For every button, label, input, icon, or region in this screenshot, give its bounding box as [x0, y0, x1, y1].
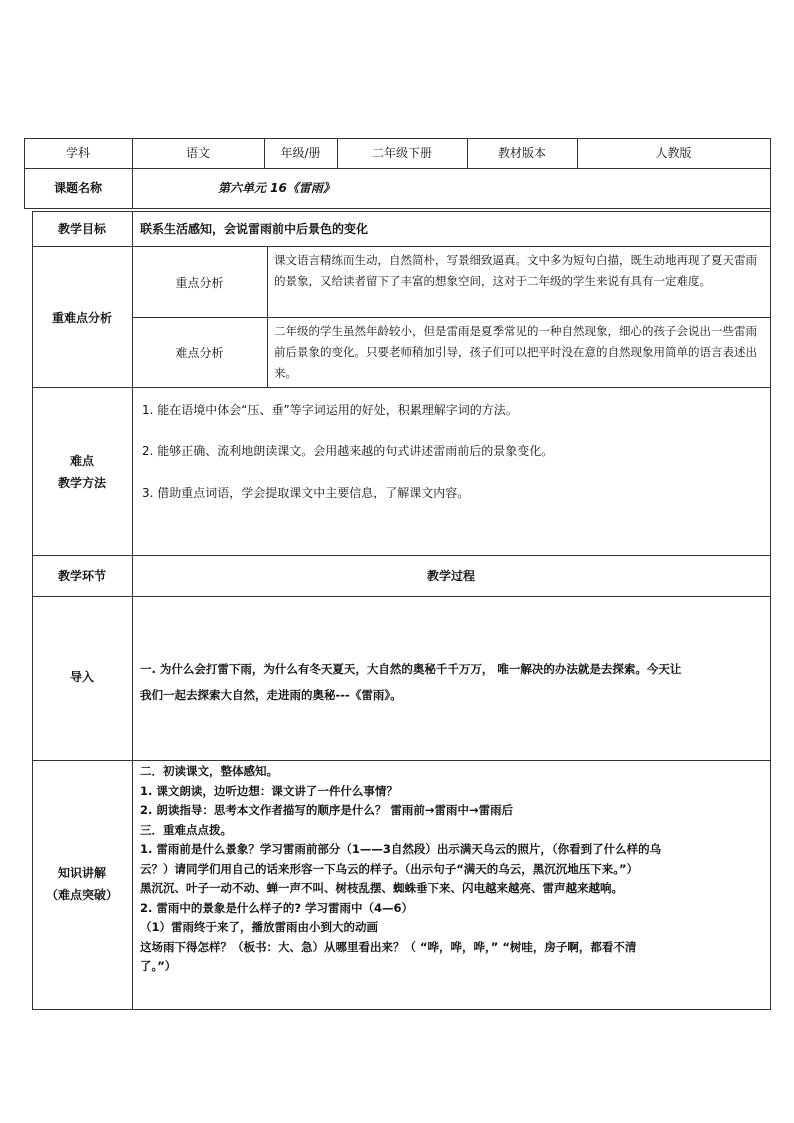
knowledge-line-2: 1. 课文朗读，边听边想：课文讲了一件什么事情？	[140, 783, 398, 798]
knowledge-label-line1: 知识讲解	[57, 866, 106, 880]
knowledge-line-5: 1. 雷雨前是什么景象？学习雷雨前部分（1——3自然段）出示满天乌云的照片，（你看到了什么样的乌	[140, 842, 662, 856]
hard-analysis-label: 难点分析	[175, 346, 224, 360]
methods-label-line1: 难点	[69, 454, 94, 468]
knowledge-text	[140, 762, 661, 977]
grade-label: 年级/册	[280, 146, 321, 160]
analysis-label: 重难点分析	[51, 311, 112, 325]
key-analysis-label: 重点分析	[175, 276, 224, 290]
method-item-3: 3. 借助重点词语，学会提取课文中主要信息，了解课文内容。	[142, 486, 470, 500]
knowledge-line-6: 云？）请同学们用自己的话来形容一下乌云的样子。（出示句子“满天的乌云，黑沉沉地压下来。”）	[140, 861, 639, 876]
objective-value: 联系生活感知，会说雷雨前中后景色的变化	[140, 222, 369, 236]
process-label: 教学过程	[426, 569, 475, 583]
subject-value: 语文	[185, 146, 210, 160]
topic-value: 第六单元 16《雷雨》	[218, 181, 335, 195]
method-item-1: 1. 能在语境中体会“压、垂”等字词运用的好处，积累理解字词的方法。	[142, 403, 518, 417]
subject-label: 学科	[65, 146, 90, 160]
knowledge-line-1: 二．初读课文，整体感知。	[140, 764, 278, 778]
knowledge-label-line2: （难点突破）	[45, 888, 118, 902]
knowledge-line-10: 这场雨下得怎样？（板书：大、急）从哪里看出来？（ “哗，哗，哗，” “树哇，房子啊，都看不清	[140, 939, 637, 954]
knowledge-line-8: 2. 雷雨中的景象是什么样子的? 学习雷雨中（4—6）	[140, 900, 414, 915]
stage-label: 教学环节	[57, 569, 106, 583]
edition-label: 教材版本	[497, 146, 546, 160]
topic-label: 课题名称	[53, 181, 102, 195]
intro-line-1: 一. 为什么会打雷下雨，为什么有冬天夏天，大自然的奥秘千千万万， 唯一解决的办法就是去探索。今天让	[140, 662, 682, 676]
objective-label: 教学目标	[57, 222, 106, 236]
method-item-2: 2. 能够正确、流利地朗读课文。会用越来越的句式讲述雷雨前后的景象变化。	[142, 444, 554, 458]
hard-analysis-text: 二年级的学生虽然年龄较小，但是雷雨是夏季常见的一种自然现象，细心的孩子会说出一些雷雨前后景象的变化。只要老师稍加引导，孩子们可以把平时没在意的自然现象用简单的语言表述出来。	[274, 324, 757, 380]
knowledge-line-4: 三．重难点点拨。	[140, 822, 232, 837]
edition-value: 人教版	[655, 146, 692, 160]
knowledge-line-3: 2. 朗读指导：思考本文作者描写的顺序是什么？ 雷雨前→雷雨中→雷雨后	[140, 803, 514, 817]
intro-text	[140, 656, 681, 708]
knowledge-line-7: 黑沉沉、叶子一动不动、蝉一声不叫、树枝乱摆、蜘蛛垂下来、闪电越来越亮、雷声越来越响。	[140, 881, 623, 895]
methods-label-line2: 教学方法	[57, 476, 106, 490]
knowledge-line-11: 了。”）	[140, 959, 177, 973]
grade-value: 二年级下册	[371, 146, 432, 160]
intro-line-2: 我们一起去探索大自然，走进雨的奥秘---《雷雨》。	[140, 688, 402, 702]
key-analysis-text: 课文语言精练而生动，自然简朴，写景细致逼真。文中多为短句白描，既生动地再现了夏天雷雨的景象，又给读者留下了丰富的想象空间，这对于二年级的学生来说有具有一定难度。	[274, 253, 757, 288]
intro-label: 导入	[69, 670, 94, 684]
knowledge-line-9: （1）雷雨终于来了，播放雷雨由小到大的动画	[140, 920, 378, 934]
